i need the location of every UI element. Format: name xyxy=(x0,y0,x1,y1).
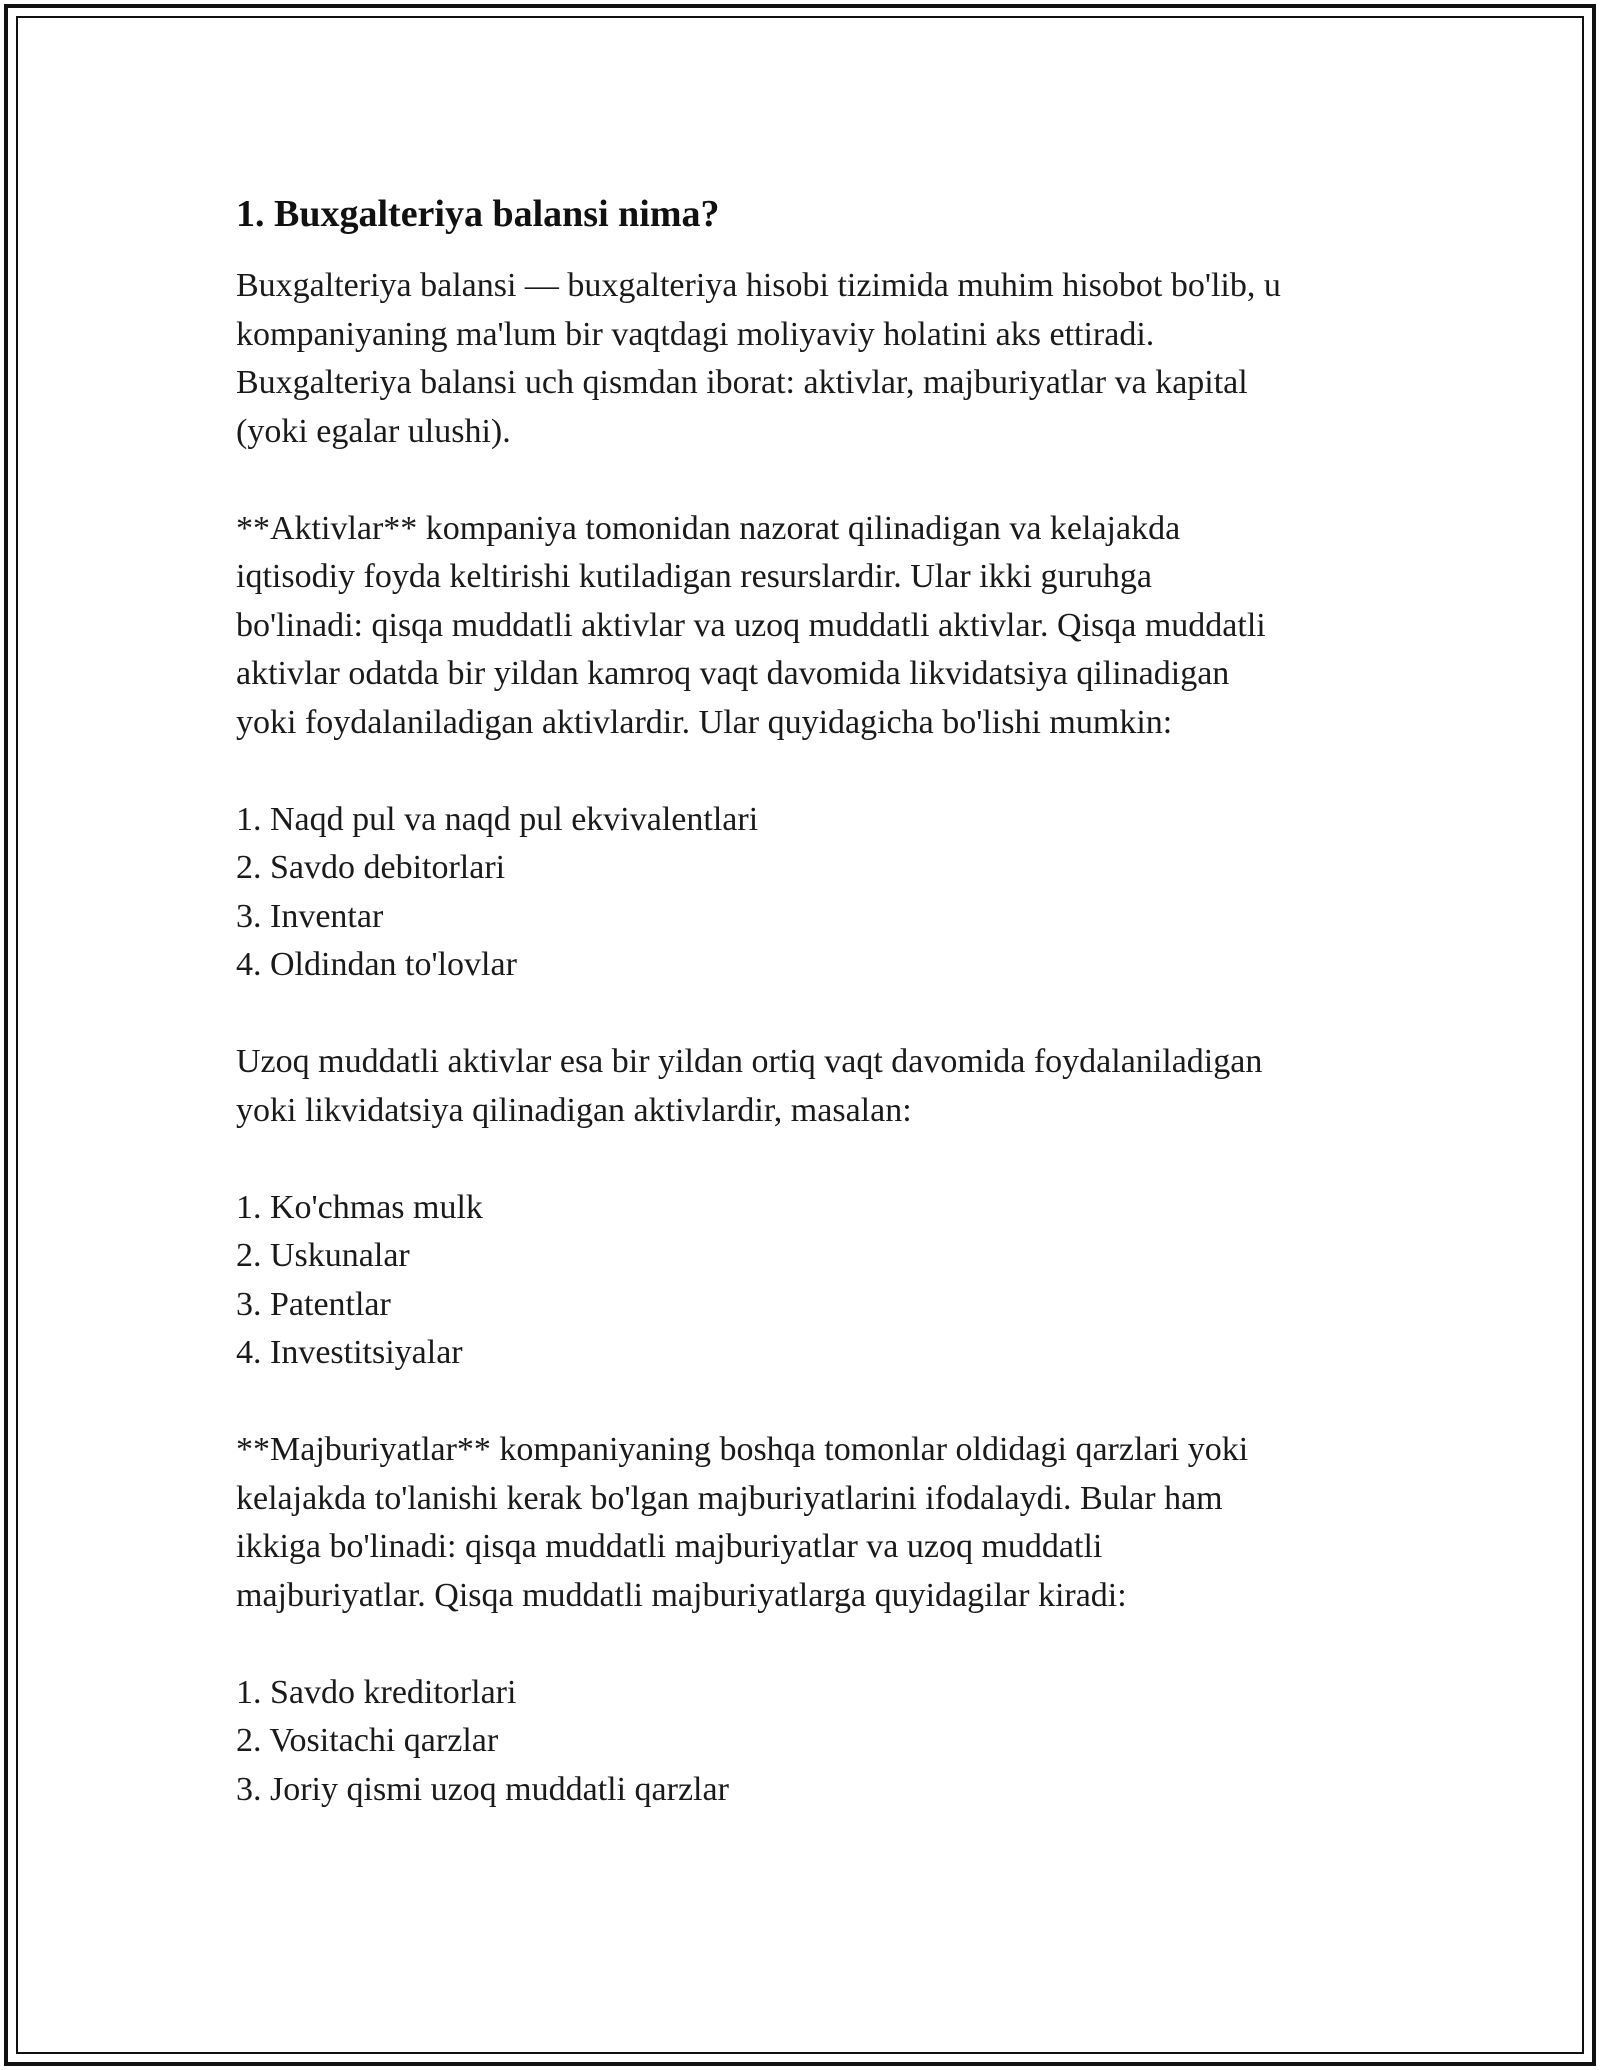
paragraph-spacer xyxy=(236,990,1376,1039)
current-liabilities-list xyxy=(236,1669,1376,1815)
paragraph-spacer xyxy=(236,1378,1376,1427)
assets-paragraph: **Aktivlar** kompaniya tomonidan nazorat qilinadigan va kelajakda iqtisodiy foyda keltirishi kutiladigan resurslardir. Ular ikki guruhga bo'linadi: qisqa muddatli aktivlar va uzoq muddatli aktivlar. Qisqa muddatli aktivlar odatda bir yildan kamroq vaqt davomida likvidatsiya qilinadigan yoki foydalaniladigan aktivlardir. Ular quyidagicha bo'lishi mumkin: xyxy=(236,509,1266,741)
list-item: 1. Ko'chmas mulk xyxy=(236,1188,483,1226)
list-item: 4. Investitsiyalar xyxy=(236,1334,463,1371)
paragraph-spacer xyxy=(236,1135,1376,1184)
document-title: 1. Buxgalteriya balansi nima? xyxy=(236,193,720,235)
list-item: 2. Uskunalar xyxy=(236,1237,410,1274)
list-item: 1. Savdo kreditorlari xyxy=(236,1673,517,1711)
paragraph-spacer xyxy=(236,1620,1376,1669)
long-term-assets-list xyxy=(236,1184,1376,1378)
list-item: 3. Inventar xyxy=(236,897,384,935)
list-item: 3. Joriy qismi uzoq muddatli qarzlar xyxy=(236,1770,729,1808)
intro-paragraph: Buxgalteriya balansi — buxgalteriya hisobi tizimida muhim hisobot bo'lib, u kompaniyaning ma'lum bir vaqtdagi moliyaviy holatini aks ettiradi. Buxgalteriya balansi uch qismdan iborat: aktivlar, majburiyatlar va kapital (yoki egalar ulushi). xyxy=(236,267,1281,450)
list-item: 2. Vositachi qarzlar xyxy=(236,1722,499,1759)
list-item: 2. Savdo debitorlari xyxy=(236,849,506,886)
paragraph-spacer xyxy=(236,747,1376,796)
liabilities-paragraph: **Majburiyatlar** kompaniyaning boshqa tomonlar oldidagi qarzlari yoki kelajakda to'lanishi kerak bo'lgan majburiyatlarini ifodalaydi. Bular ham ikkiga bo'linadi: qisqa muddatli majburiyatlar va uzoq muddatli majburiyatlar. Qisqa muddatli majburiyatlarga quyidagilar kiradi: xyxy=(236,1431,1249,1614)
paragraph-spacer xyxy=(236,456,1376,505)
document-body xyxy=(236,186,1376,1814)
list-item: 4. Oldindan to'lovlar xyxy=(236,946,517,983)
current-assets-list xyxy=(236,796,1376,990)
list-item: 1. Naqd pul va naqd pul ekvivalentlari xyxy=(236,800,759,838)
list-item: 3. Patentlar xyxy=(236,1285,391,1323)
long-term-assets-paragraph: Uzoq muddatli aktivlar esa bir yildan ortiq vaqt davomida foydalaniladigan yoki likvidatsiya qilinadigan aktivlardir, masalan: xyxy=(236,1043,1263,1129)
